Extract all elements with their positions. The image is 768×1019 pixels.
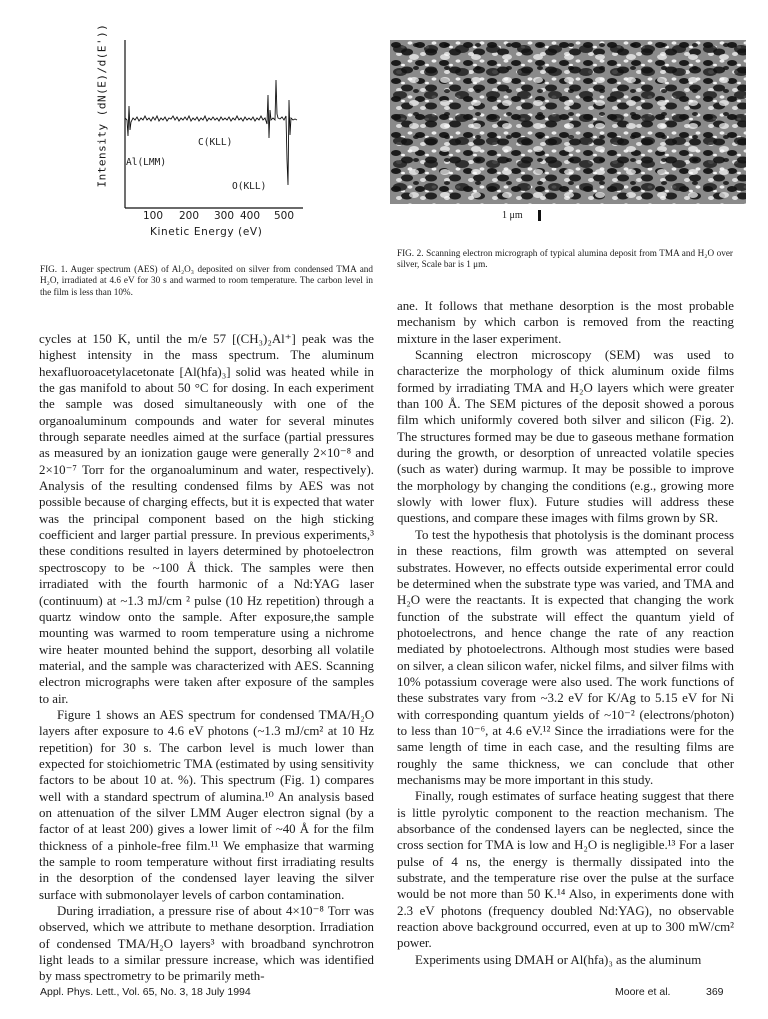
paragraph: Finally, rough estimates of surface heating suggest that there is little pyrolytic component to the reaction mechanism. The absorbance of the condensed layers can be neglected, since the cross section for TMA is low and H₂O is negligible.¹³ For a laser pulse of 4 ns, the energy is thermally dissipated into the substrate, and the temperature rise over the pulse at the surface would be not more than 50 K.¹⁴ Also, in experiments done with 2.3 eV photons (frequency doubled Nd:YAG), no observable reaction above background occurred, even at up to 300 mW/cm² power.	[397, 789, 734, 951]
paragraph: Scanning electron microscopy (SEM) was used to characterize the morphology of thick aluminum oxide films formed by irradiating TMA and H₂O layers which were greater than 100 Å. The SEM pictures of the deposit showed a porous film which uniformly covered both silver and silicon (Fig. 2). The structures formed may be due to gaseous methane formation during the growth, or desorption of unreacted volatile species (such as water) during warmup. It may be possible to improve the morphology by changing the conditions (e.g., growing more slowly with lower flux). Future studies will address these questions, and compare these images with films grown by SR.	[397, 348, 734, 526]
left-column	[39, 331, 374, 985]
fig1-xlabel: Kinetic Energy (eV)	[150, 226, 263, 238]
fig1-peak-o-label: O(KLL)	[232, 181, 267, 192]
fig1-peak-al-label: Al(LMM)	[126, 157, 167, 168]
fig1-peak-c-label: C(KLL)	[198, 137, 233, 148]
fig1-xtick: 400	[239, 210, 261, 222]
fig1-xticks	[118, 210, 318, 224]
journal-citation: Appl. Phys. Lett., Vol. 65, No. 3, 18 July 1994	[40, 986, 251, 998]
fig1-caption: FIG. 1. Auger spectrum (AES) of Al₂O₃ deposited on silver from condensed TMA and H₂O, irradiated at 4.6 eV for 30 s and warmed to room temperature. The carbon level in the film is less than 10%.	[40, 264, 373, 297]
footer-authors: Moore et al.	[615, 986, 671, 998]
paragraph: cycles at 150 K, until the m/e 57 [(CH₃)₂Al⁺] peak was the highest intensity in the mass spectrum. The aluminum hexafluoroacetylacetonate [Al(hfa)₃] solid was heated while in the gas manifold to about 50 °C for dosing. In each experiment the sample was dosed simultaneously with one of the organoaluminum compounds and water for several minutes through separate needles aimed at the surface (partial pressures as measured by an ionization gauge were generally 2×10⁻⁸ and 2×10⁻⁷ Torr for the organoaluminum and water, respectively). Analysis of the resulting condensed films by AES was not possible because of charging effects, but it is expected that water was the principal component based on the high sticking coefficient and larger partial pressure. In previous experiments,³ these conditions resulted in layers determined by photoelectron spectroscopy to be ~100 Å thick. The samples were then irradiated with the fourth harmonic of a Nd:YAG laser (continuum) at ~1.3 mJ/cm ² pulse (10 Hz repetition) through a quartz window onto the sample. After exposure,the sample mounting was warmed to room temperature using a nichrome wire heater mounted behind the support, desorbing all volatile material, and the sample was characterized with AES. Scanning electron micrographs were taken after exposure of the samples to air.	[39, 332, 374, 706]
paragraph: During irradiation, a pressure rise of about 4×10⁻⁸ Torr was observed, which we attribute to methane desorption. Irradiation of condensed TMA/H₂O layers³ with broadband synchrotron light leads to a similar pressure increase, which was identified by mass spectrometry to be primarily meth-	[39, 904, 374, 984]
paragraph: Figure 1 shows an AES spectrum for condensed TMA/H₂O layers after exposure to 4.6 eV photons (~1.3 mJ/cm² at 10 Hz repetition) for 30 s. The carbon level is much lower than expected for stoichiometric TMA (estimated by using sensitivity factors to be about 10 at. %). This spectrum (Fig. 1) compares well with a standard spectrum of alumina.¹⁰ An analysis based on attenuation of the silver LMM Auger electron signal (by a factor of at least 200) gives a lower limit of ~40 Å for the film thickness of a pinhole-free film.¹¹ We emphasize that warming the sample to room temperature without first irradiating results in the desorption of the condensed layer leaving the silver surface with submonolayer levels of carbon contamination.	[39, 707, 374, 902]
fig1-ylabel	[92, 23, 110, 200]
fig2-scale-label: 1 μm	[502, 210, 523, 221]
fig1-xtick: 500	[273, 210, 295, 222]
paragraph: Experiments using DMAH or Al(hfa)₃ as the aluminum	[415, 952, 702, 967]
page-number: 369	[706, 986, 724, 998]
paragraph: ane. It follows that methane desorption is the most probable mechanism by which carbon is removed from the reacting mixture in the laser experiment.	[397, 299, 734, 346]
right-column	[397, 298, 734, 968]
fig2-scale-bar	[538, 210, 541, 221]
fig1-ylabel-text: Intensity (dN(E)/d(E'))	[95, 23, 109, 188]
fig1-xtick: 100	[142, 210, 164, 222]
fig1-xtick: 200	[178, 210, 200, 222]
fig2-sem-micrograph	[390, 40, 746, 204]
fig2-caption: FIG. 2. Scanning electron micrograph of typical alumina deposit from TMA and H₂O over silver, Scale bar is 1 μm.	[397, 248, 733, 270]
fig1-xtick: 300	[213, 210, 235, 222]
fig1-spectrum-plot	[118, 40, 308, 212]
paragraph: To test the hypothesis that photolysis is the dominant process in these reactions, film growth was attempted on several substrates. However, no effects outside experimental error could be determined when the substrate type was varied, and TMA and H₂O were the reactants. It is expected that changing the work function of the substrate will effect the quantum yield of photoelectrons, and hence change the rate of any reaction mediated by photoelectrons. Although most studies were based on silver, a clean silicon wafer, nickel films, and silver films with 10% potassium coverage were also used. The work functions of these substrates vary from ~3.2 eV for K/Ag to 5.15 eV for Ni with corresponding quantum yields of ~10⁻² (electrons/photon) to less than 10⁻⁶, at 4.6 eV.¹² Since the irradiations were for the same length of time in each case, and the resulting films are roughly the same thickness, we can conclude that other mechanisms may be more important in this study.	[397, 527, 734, 787]
